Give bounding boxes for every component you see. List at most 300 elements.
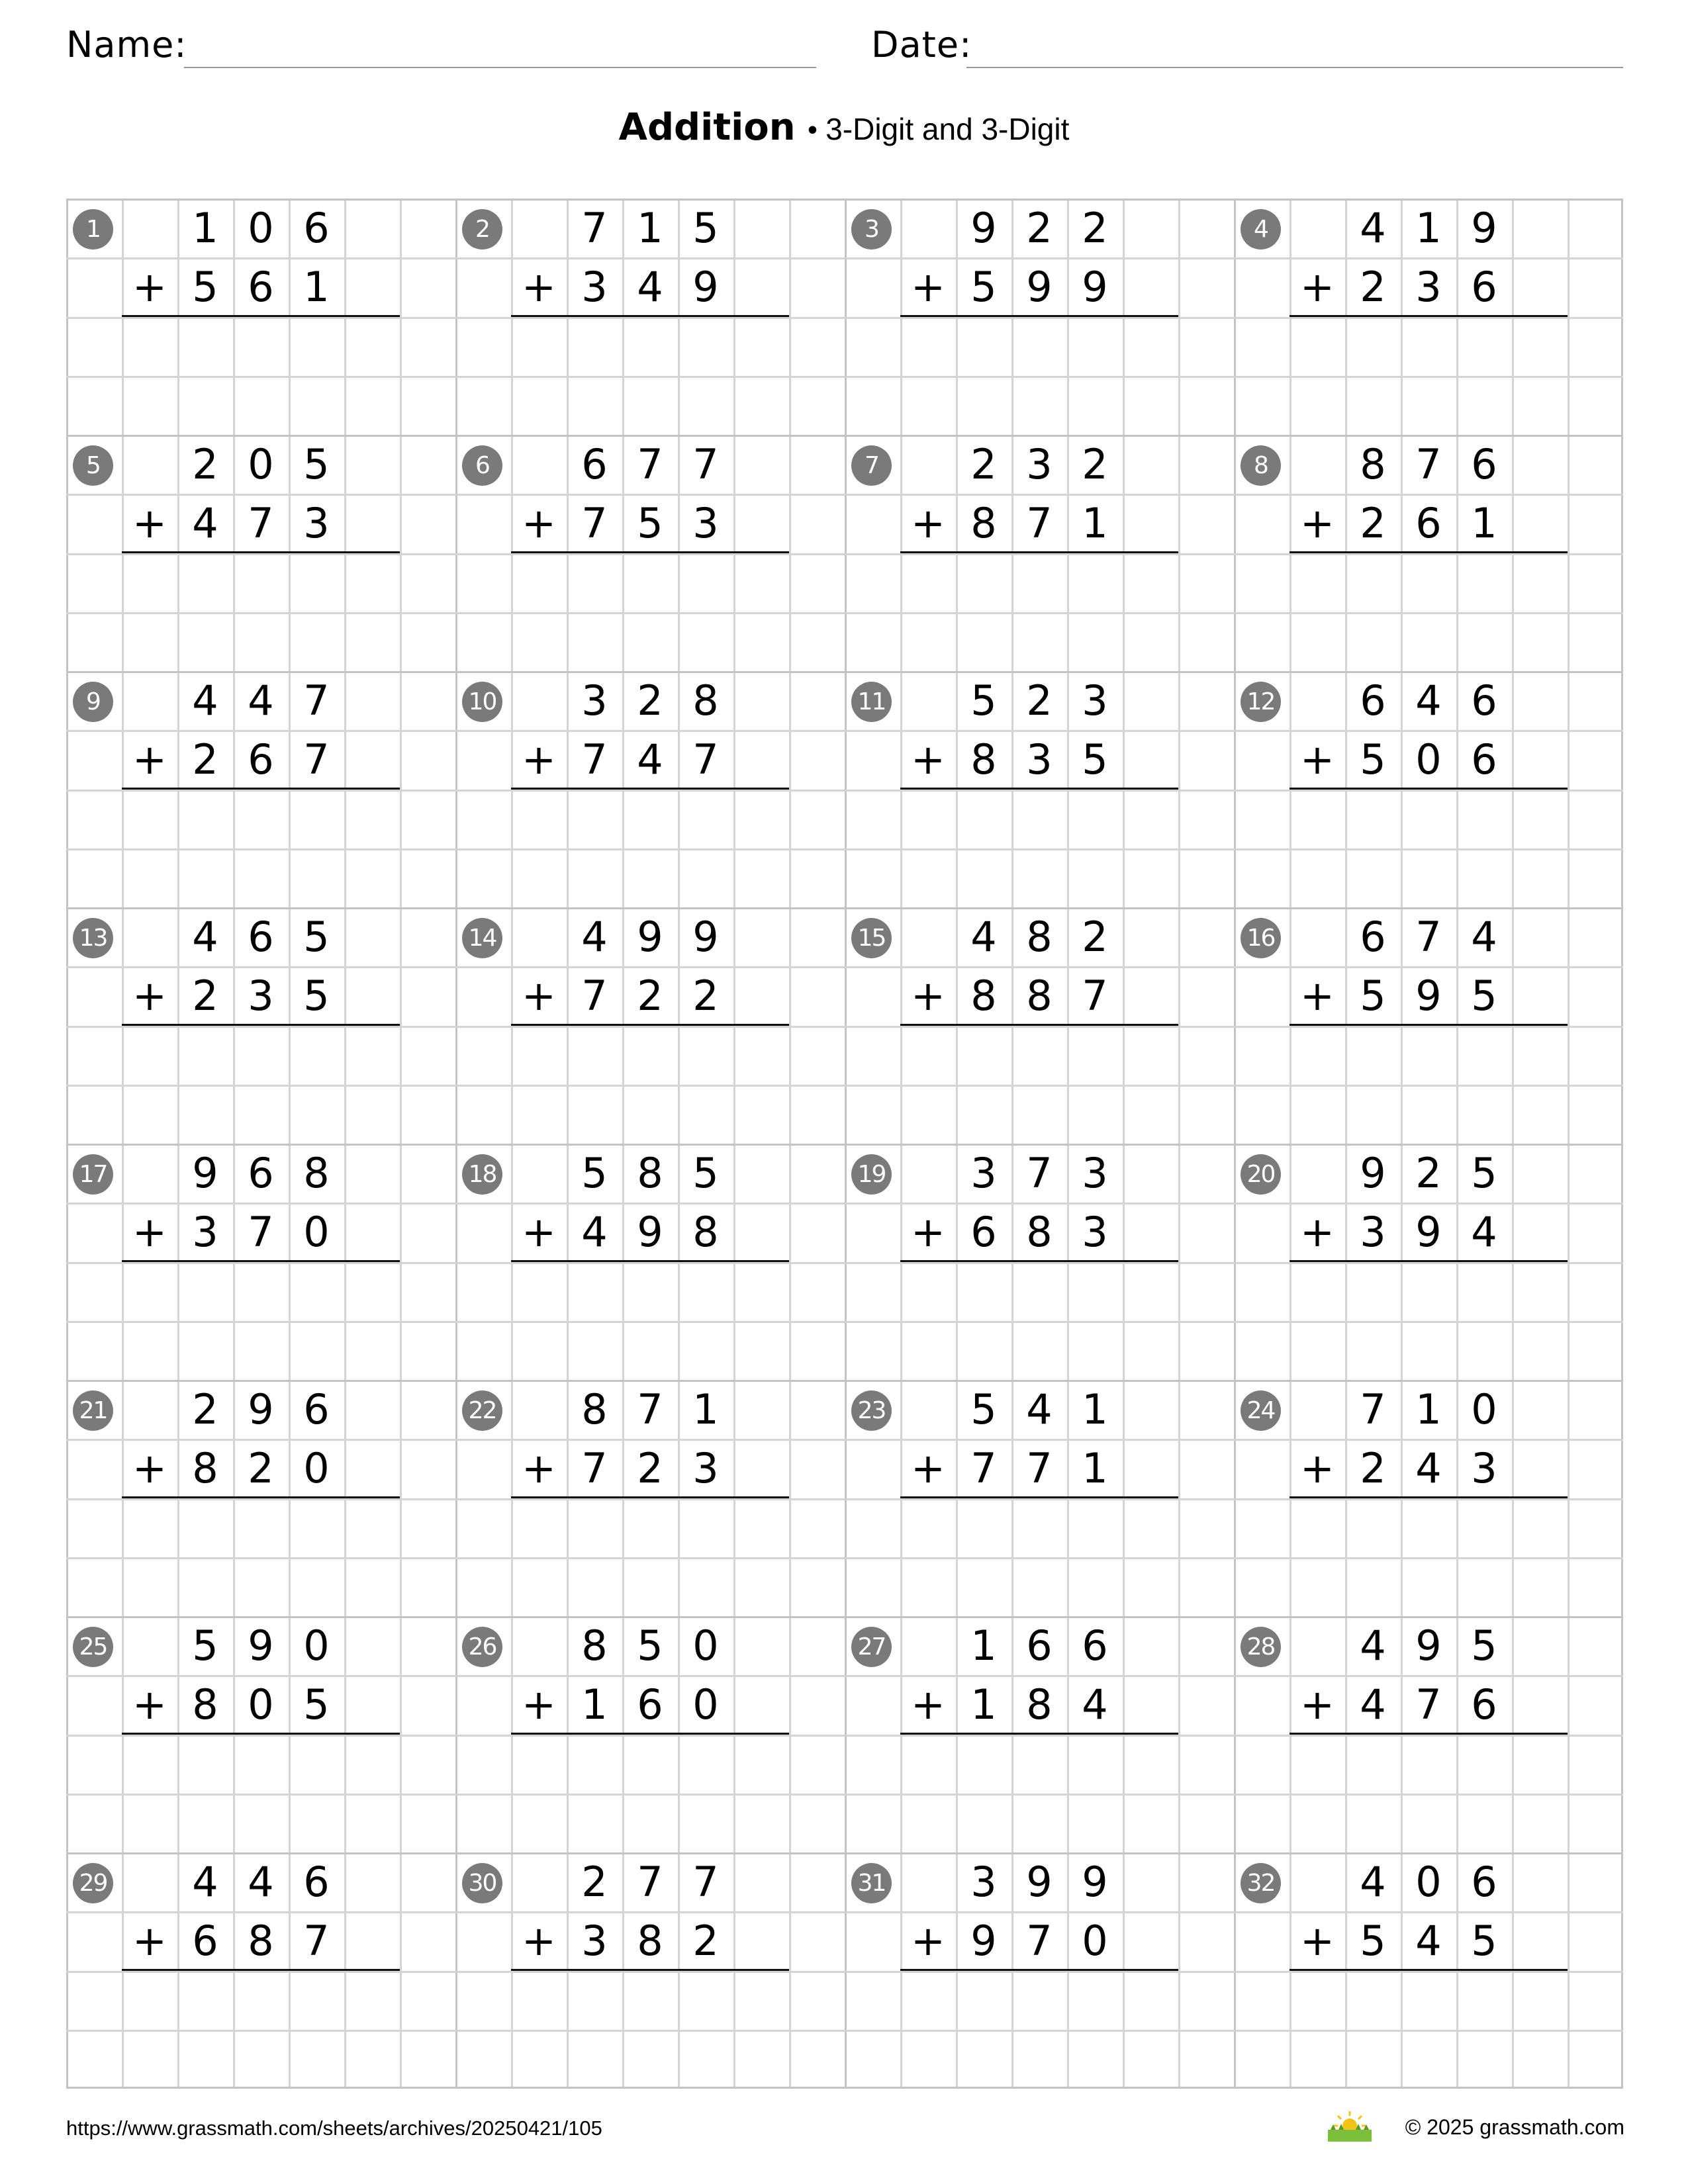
addend-top-digit: 4 xyxy=(1360,1621,1386,1670)
addend-top-digit: 7 xyxy=(1360,1385,1386,1433)
problem-number-badge: 31 xyxy=(851,1863,892,1903)
addend-top-digit: 0 xyxy=(692,1621,719,1670)
plus-sign: + xyxy=(911,1917,945,1965)
problem-11 xyxy=(845,671,1234,907)
plus-sign: + xyxy=(522,1444,556,1492)
addend-top-digit: 7 xyxy=(637,440,663,488)
addend-top-digit: 9 xyxy=(1360,1149,1386,1197)
answer-area[interactable] xyxy=(1289,1261,1568,1379)
answer-area[interactable] xyxy=(1289,1498,1568,1615)
answer-area[interactable] xyxy=(900,553,1178,670)
problem-31 xyxy=(845,1852,1234,2089)
plus-sign: + xyxy=(522,972,556,1020)
addend-bottom-digit: 4 xyxy=(1415,1917,1442,1965)
addend-top-digit: 9 xyxy=(1082,1858,1108,1906)
answer-area[interactable] xyxy=(122,1261,400,1379)
addend-top-digit: 2 xyxy=(1415,1149,1442,1197)
problem-24 xyxy=(1234,1380,1623,1616)
problem-18 xyxy=(455,1144,845,1380)
addend-bottom-digit: 5 xyxy=(1360,735,1386,784)
addend-bottom-digit: 7 xyxy=(1082,972,1108,1020)
answer-area[interactable] xyxy=(511,553,789,670)
addend-bottom-digit: 8 xyxy=(692,1208,719,1256)
plus-sign: + xyxy=(911,263,945,311)
addend-bottom-digit: 8 xyxy=(1026,972,1053,1020)
answer-area[interactable] xyxy=(511,1734,789,1852)
footer-copyright: © 2025 grassmath.com xyxy=(1405,2115,1624,2139)
addend-top-digit: 4 xyxy=(970,913,997,961)
addend-bottom-digit: 6 xyxy=(1415,499,1442,547)
plus-sign: + xyxy=(911,1444,945,1492)
problem-27 xyxy=(845,1616,1234,1852)
answer-area[interactable] xyxy=(900,1498,1178,1615)
addend-top-digit: 0 xyxy=(1471,1385,1497,1433)
addend-top-digit: 3 xyxy=(1082,676,1108,725)
addend-bottom-digit: 5 xyxy=(1082,735,1108,784)
addend-bottom-digit: 4 xyxy=(637,263,663,311)
addend-bottom-digit: 2 xyxy=(192,972,218,1020)
addend-bottom-digit: 7 xyxy=(248,1208,274,1256)
addend-bottom-digit: 3 xyxy=(581,263,608,311)
addend-top-digit: 2 xyxy=(1082,913,1108,961)
answer-area[interactable] xyxy=(511,789,789,907)
answer-area[interactable] xyxy=(122,553,400,670)
grass-sun-logo-icon xyxy=(1327,2110,1373,2142)
addend-top-digit: 0 xyxy=(248,440,274,488)
addend-bottom-digit: 6 xyxy=(1471,263,1497,311)
plus-sign: + xyxy=(132,1444,167,1492)
addend-bottom-digit: 1 xyxy=(1471,499,1497,547)
problem-15 xyxy=(845,907,1234,1144)
addend-bottom-digit: 5 xyxy=(637,499,663,547)
addend-bottom-digit: 0 xyxy=(248,1680,274,1729)
plus-sign: + xyxy=(522,1917,556,1965)
addend-top-digit: 7 xyxy=(692,440,719,488)
plus-sign: + xyxy=(1300,1444,1335,1492)
problem-number-badge: 18 xyxy=(462,1154,502,1195)
addend-bottom-digit: 4 xyxy=(1082,1680,1108,1729)
addend-top-digit: 4 xyxy=(192,913,218,961)
addend-top-digit: 2 xyxy=(581,1858,608,1906)
plus-sign: + xyxy=(132,972,167,1020)
addend-top-digit: 6 xyxy=(581,440,608,488)
problem-30 xyxy=(455,1852,845,2089)
plus-sign: + xyxy=(1300,735,1335,784)
addend-top-digit: 9 xyxy=(1471,204,1497,252)
plus-sign: + xyxy=(132,735,167,784)
answer-area[interactable] xyxy=(900,789,1178,907)
addend-top-digit: 7 xyxy=(1026,1149,1053,1197)
plus-sign: + xyxy=(1300,499,1335,547)
addend-bottom-digit: 7 xyxy=(692,735,719,784)
addend-top-digit: 2 xyxy=(1026,204,1053,252)
addend-bottom-digit: 5 xyxy=(303,1680,330,1729)
addend-bottom-digit: 2 xyxy=(1360,1444,1386,1492)
addend-top-digit: 1 xyxy=(192,204,218,252)
plus-sign: + xyxy=(911,972,945,1020)
addend-top-digit: 5 xyxy=(970,1385,997,1433)
answer-area[interactable] xyxy=(122,789,400,907)
addend-top-digit: 6 xyxy=(303,1858,330,1906)
addend-top-digit: 6 xyxy=(248,913,274,961)
addend-top-digit: 6 xyxy=(303,204,330,252)
addend-top-digit: 9 xyxy=(970,204,997,252)
plus-sign: + xyxy=(1300,263,1335,311)
answer-area[interactable] xyxy=(1289,1734,1568,1852)
addend-top-digit: 4 xyxy=(1415,676,1442,725)
addend-bottom-digit: 9 xyxy=(1415,972,1442,1020)
addend-top-digit: 5 xyxy=(581,1149,608,1197)
plus-sign: + xyxy=(522,1680,556,1729)
addend-bottom-digit: 2 xyxy=(637,972,663,1020)
problem-number-badge: 23 xyxy=(851,1390,892,1431)
problem-number-badge: 4 xyxy=(1241,209,1281,250)
problem-23 xyxy=(845,1380,1234,1616)
problem-10 xyxy=(455,671,845,907)
addend-top-digit: 6 xyxy=(1471,676,1497,725)
addend-bottom-digit: 6 xyxy=(970,1208,997,1256)
problem-number-badge: 28 xyxy=(1241,1627,1281,1667)
addend-top-digit: 3 xyxy=(581,676,608,725)
addend-top-digit: 8 xyxy=(581,1385,608,1433)
addend-top-digit: 5 xyxy=(637,1621,663,1670)
name-label: Name: xyxy=(66,24,187,66)
answer-area[interactable] xyxy=(122,1498,400,1615)
problem-19 xyxy=(845,1144,1234,1380)
addend-top-digit: 0 xyxy=(1415,1858,1442,1906)
addend-top-digit: 7 xyxy=(581,204,608,252)
addend-bottom-digit: 7 xyxy=(303,735,330,784)
addend-bottom-digit: 8 xyxy=(970,735,997,784)
addend-bottom-digit: 2 xyxy=(637,1444,663,1492)
addend-bottom-digit: 8 xyxy=(192,1680,218,1729)
addend-bottom-digit: 3 xyxy=(1471,1444,1497,1492)
problem-number-badge: 27 xyxy=(851,1627,892,1667)
plus-sign: + xyxy=(132,1680,167,1729)
addend-top-digit: 2 xyxy=(637,676,663,725)
problem-number-badge: 26 xyxy=(462,1627,502,1667)
addend-bottom-digit: 8 xyxy=(248,1917,274,1965)
problem-7 xyxy=(845,435,1234,671)
plus-sign: + xyxy=(522,263,556,311)
addend-bottom-digit: 6 xyxy=(192,1917,218,1965)
plus-sign: + xyxy=(911,499,945,547)
addend-bottom-digit: 0 xyxy=(303,1208,330,1256)
addend-top-digit: 6 xyxy=(1360,676,1386,725)
problem-number-badge: 1 xyxy=(73,209,113,250)
addend-top-digit: 2 xyxy=(192,1385,218,1433)
addend-bottom-digit: 3 xyxy=(303,499,330,547)
addend-bottom-digit: 0 xyxy=(1415,735,1442,784)
addend-top-digit: 7 xyxy=(637,1858,663,1906)
addend-top-digit: 2 xyxy=(970,440,997,488)
plus-sign: + xyxy=(132,263,167,311)
plus-sign: + xyxy=(132,499,167,547)
addend-bottom-digit: 2 xyxy=(1360,499,1386,547)
problem-9 xyxy=(66,671,455,907)
problem-21 xyxy=(66,1380,455,1616)
addend-top-digit: 5 xyxy=(303,440,330,488)
addend-bottom-digit: 5 xyxy=(970,263,997,311)
answer-area[interactable] xyxy=(1289,553,1568,670)
name-line[interactable] xyxy=(184,67,816,68)
addend-bottom-digit: 7 xyxy=(581,1444,608,1492)
answer-area[interactable] xyxy=(511,1261,789,1379)
plus-sign: + xyxy=(1300,1208,1335,1256)
title-bullet: • xyxy=(804,116,821,146)
problem-number-badge: 15 xyxy=(851,918,892,958)
addend-top-digit: 8 xyxy=(1026,913,1053,961)
plus-sign: + xyxy=(132,1208,167,1256)
addend-top-digit: 1 xyxy=(692,1385,719,1433)
addend-top-digit: 2 xyxy=(1082,204,1108,252)
problem-12 xyxy=(1234,671,1623,907)
addend-top-digit: 4 xyxy=(1471,913,1497,961)
problem-number-badge: 7 xyxy=(851,445,892,486)
addend-bottom-digit: 9 xyxy=(1415,1208,1442,1256)
addend-bottom-digit: 5 xyxy=(1471,972,1497,1020)
problem-number-badge: 22 xyxy=(462,1390,502,1431)
addend-bottom-digit: 8 xyxy=(637,1917,663,1965)
title-main: Addition xyxy=(618,106,796,149)
addend-bottom-digit: 5 xyxy=(1360,972,1386,1020)
problem-32 xyxy=(1234,1852,1623,2089)
addend-bottom-digit: 4 xyxy=(637,735,663,784)
date-label: Date: xyxy=(871,24,972,66)
addend-bottom-digit: 4 xyxy=(581,1208,608,1256)
addend-top-digit: 6 xyxy=(1360,913,1386,961)
answer-area[interactable] xyxy=(122,316,400,434)
addend-top-digit: 6 xyxy=(1082,1621,1108,1670)
problem-number-badge: 2 xyxy=(462,209,502,250)
date-line[interactable] xyxy=(966,67,1623,68)
plus-sign: + xyxy=(1300,1917,1335,1965)
addend-top-digit: 8 xyxy=(637,1149,663,1197)
addend-top-digit: 4 xyxy=(192,1858,218,1906)
addend-top-digit: 1 xyxy=(1415,204,1442,252)
problem-29 xyxy=(66,1852,455,2089)
problem-number-badge: 13 xyxy=(73,918,113,958)
addend-top-digit: 8 xyxy=(1360,440,1386,488)
addend-bottom-digit: 7 xyxy=(1026,1444,1053,1492)
addend-bottom-digit: 0 xyxy=(303,1444,330,1492)
addend-bottom-digit: 6 xyxy=(1471,1680,1497,1729)
answer-area[interactable] xyxy=(1289,1970,1568,2088)
addend-bottom-digit: 2 xyxy=(692,1917,719,1965)
addend-top-digit: 7 xyxy=(692,1858,719,1906)
answer-area[interactable] xyxy=(511,1025,789,1143)
worksheet-title xyxy=(0,106,1688,149)
addend-top-digit: 5 xyxy=(1471,1621,1497,1670)
answer-area[interactable] xyxy=(122,1025,400,1143)
addend-top-digit: 2 xyxy=(1082,440,1108,488)
addend-bottom-digit: 3 xyxy=(581,1917,608,1965)
addend-top-digit: 1 xyxy=(970,1621,997,1670)
plus-sign: + xyxy=(911,735,945,784)
addend-bottom-digit: 8 xyxy=(970,972,997,1020)
answer-area[interactable] xyxy=(1289,316,1568,434)
addend-bottom-digit: 3 xyxy=(1026,735,1053,784)
addend-bottom-digit: 5 xyxy=(1471,1917,1497,1965)
addend-bottom-digit: 1 xyxy=(303,263,330,311)
answer-area[interactable] xyxy=(122,1970,400,2088)
addend-bottom-digit: 8 xyxy=(1026,1208,1053,1256)
problem-20 xyxy=(1234,1144,1623,1380)
problem-number-badge: 25 xyxy=(73,1627,113,1667)
addend-top-digit: 5 xyxy=(692,204,719,252)
addend-bottom-digit: 3 xyxy=(1360,1208,1386,1256)
problem-number-badge: 17 xyxy=(73,1154,113,1195)
addend-top-digit: 0 xyxy=(248,204,274,252)
problem-number-badge: 10 xyxy=(462,682,502,722)
problem-5 xyxy=(66,435,455,671)
addend-top-digit: 0 xyxy=(303,1621,330,1670)
addend-bottom-digit: 6 xyxy=(248,263,274,311)
plus-sign: + xyxy=(1300,1680,1335,1729)
addend-bottom-digit: 7 xyxy=(581,499,608,547)
addend-bottom-digit: 5 xyxy=(1360,1917,1386,1965)
addend-bottom-digit: 8 xyxy=(1026,1680,1053,1729)
addend-top-digit: 9 xyxy=(248,1385,274,1433)
problem-number-badge: 16 xyxy=(1241,918,1281,958)
addend-top-digit: 2 xyxy=(192,440,218,488)
answer-area[interactable] xyxy=(1289,1025,1568,1143)
addend-top-digit: 6 xyxy=(1471,1858,1497,1906)
addend-bottom-digit: 1 xyxy=(1082,1444,1108,1492)
addend-top-digit: 5 xyxy=(1471,1149,1497,1197)
addend-bottom-digit: 6 xyxy=(248,735,274,784)
addend-top-digit: 1 xyxy=(637,204,663,252)
problem-14 xyxy=(455,907,845,1144)
addend-bottom-digit: 1 xyxy=(970,1680,997,1729)
addend-bottom-digit: 3 xyxy=(692,1444,719,1492)
addend-bottom-digit: 7 xyxy=(970,1444,997,1492)
answer-area[interactable] xyxy=(511,1970,789,2088)
addend-bottom-digit: 9 xyxy=(1082,263,1108,311)
answer-area[interactable] xyxy=(511,316,789,434)
problem-8 xyxy=(1234,435,1623,671)
addend-bottom-digit: 7 xyxy=(581,972,608,1020)
addend-top-digit: 8 xyxy=(303,1149,330,1197)
addend-bottom-digit: 7 xyxy=(303,1917,330,1965)
answer-area[interactable] xyxy=(900,316,1178,434)
addend-top-digit: 2 xyxy=(1026,676,1053,725)
addend-top-digit: 3 xyxy=(970,1149,997,1197)
problem-grid xyxy=(66,199,1623,2089)
addend-bottom-digit: 3 xyxy=(692,499,719,547)
addend-top-digit: 1 xyxy=(1082,1385,1108,1433)
addend-top-digit: 1 xyxy=(1415,1385,1442,1433)
addend-bottom-digit: 0 xyxy=(1082,1917,1108,1965)
problem-number-badge: 12 xyxy=(1241,682,1281,722)
addend-top-digit: 3 xyxy=(1026,440,1053,488)
problem-28 xyxy=(1234,1616,1623,1852)
answer-area[interactable] xyxy=(900,1025,1178,1143)
addend-top-digit: 7 xyxy=(637,1385,663,1433)
addend-top-digit: 4 xyxy=(1360,204,1386,252)
addend-bottom-digit: 3 xyxy=(1082,1208,1108,1256)
addend-top-digit: 6 xyxy=(248,1149,274,1197)
answer-area[interactable] xyxy=(900,1970,1178,2088)
answer-area[interactable] xyxy=(122,1734,400,1852)
addend-top-digit: 4 xyxy=(1360,1858,1386,1906)
addend-top-digit: 9 xyxy=(192,1149,218,1197)
addend-bottom-digit: 4 xyxy=(1415,1444,1442,1492)
problem-number-badge: 21 xyxy=(73,1390,113,1431)
addend-bottom-digit: 4 xyxy=(192,499,218,547)
problem-number-badge: 29 xyxy=(73,1863,113,1903)
addend-top-digit: 9 xyxy=(248,1621,274,1670)
plus-sign: + xyxy=(522,735,556,784)
addend-top-digit: 9 xyxy=(1415,1621,1442,1670)
addend-bottom-digit: 6 xyxy=(1471,735,1497,784)
addend-top-digit: 6 xyxy=(1471,440,1497,488)
addend-bottom-digit: 4 xyxy=(1360,1680,1386,1729)
problem-6 xyxy=(455,435,845,671)
addend-top-digit: 4 xyxy=(192,676,218,725)
addend-top-digit: 4 xyxy=(1026,1385,1053,1433)
addend-top-digit: 8 xyxy=(581,1621,608,1670)
addend-bottom-digit: 0 xyxy=(692,1680,719,1729)
problem-number-badge: 14 xyxy=(462,918,502,958)
addend-top-digit: 6 xyxy=(1026,1621,1053,1670)
addend-bottom-digit: 9 xyxy=(637,1208,663,1256)
addend-bottom-digit: 3 xyxy=(192,1208,218,1256)
footer-url: https://www.grassmath.com/sheets/archives/20250421/105 xyxy=(66,2116,602,2140)
problem-number-badge: 20 xyxy=(1241,1154,1281,1195)
answer-area[interactable] xyxy=(511,1498,789,1615)
answer-area[interactable] xyxy=(900,1734,1178,1852)
problem-22 xyxy=(455,1380,845,1616)
addend-top-digit: 9 xyxy=(637,913,663,961)
addend-bottom-digit: 1 xyxy=(581,1680,608,1729)
problem-number-badge: 6 xyxy=(462,445,502,486)
addend-bottom-digit: 2 xyxy=(192,735,218,784)
problem-17 xyxy=(66,1144,455,1380)
addend-bottom-digit: 1 xyxy=(1082,499,1108,547)
problem-number-badge: 30 xyxy=(462,1863,502,1903)
problem-13 xyxy=(66,907,455,1144)
addend-top-digit: 8 xyxy=(692,676,719,725)
addend-bottom-digit: 8 xyxy=(970,499,997,547)
problem-4 xyxy=(1234,199,1623,435)
problem-3 xyxy=(845,199,1234,435)
addend-bottom-digit: 3 xyxy=(248,972,274,1020)
addend-top-digit: 9 xyxy=(1026,1858,1053,1906)
problem-25 xyxy=(66,1616,455,1852)
addend-top-digit: 5 xyxy=(303,913,330,961)
plus-sign: + xyxy=(1300,972,1335,1020)
problem-2 xyxy=(455,199,845,435)
problem-26 xyxy=(455,1616,845,1852)
addend-bottom-digit: 8 xyxy=(192,1444,218,1492)
addend-bottom-digit: 9 xyxy=(970,1917,997,1965)
addend-bottom-digit: 7 xyxy=(1415,1680,1442,1729)
addend-top-digit: 3 xyxy=(1082,1149,1108,1197)
problem-number-badge: 11 xyxy=(851,682,892,722)
answer-area[interactable] xyxy=(900,1261,1178,1379)
answer-area[interactable] xyxy=(1289,789,1568,907)
addend-bottom-digit: 5 xyxy=(303,972,330,1020)
addend-bottom-digit: 9 xyxy=(1026,263,1053,311)
plus-sign: + xyxy=(522,1208,556,1256)
addend-bottom-digit: 7 xyxy=(248,499,274,547)
addend-bottom-digit: 7 xyxy=(1026,1917,1053,1965)
addend-bottom-digit: 4 xyxy=(1471,1208,1497,1256)
plus-sign: + xyxy=(911,1208,945,1256)
problem-number-badge: 9 xyxy=(73,682,113,722)
problem-number-badge: 32 xyxy=(1241,1863,1281,1903)
